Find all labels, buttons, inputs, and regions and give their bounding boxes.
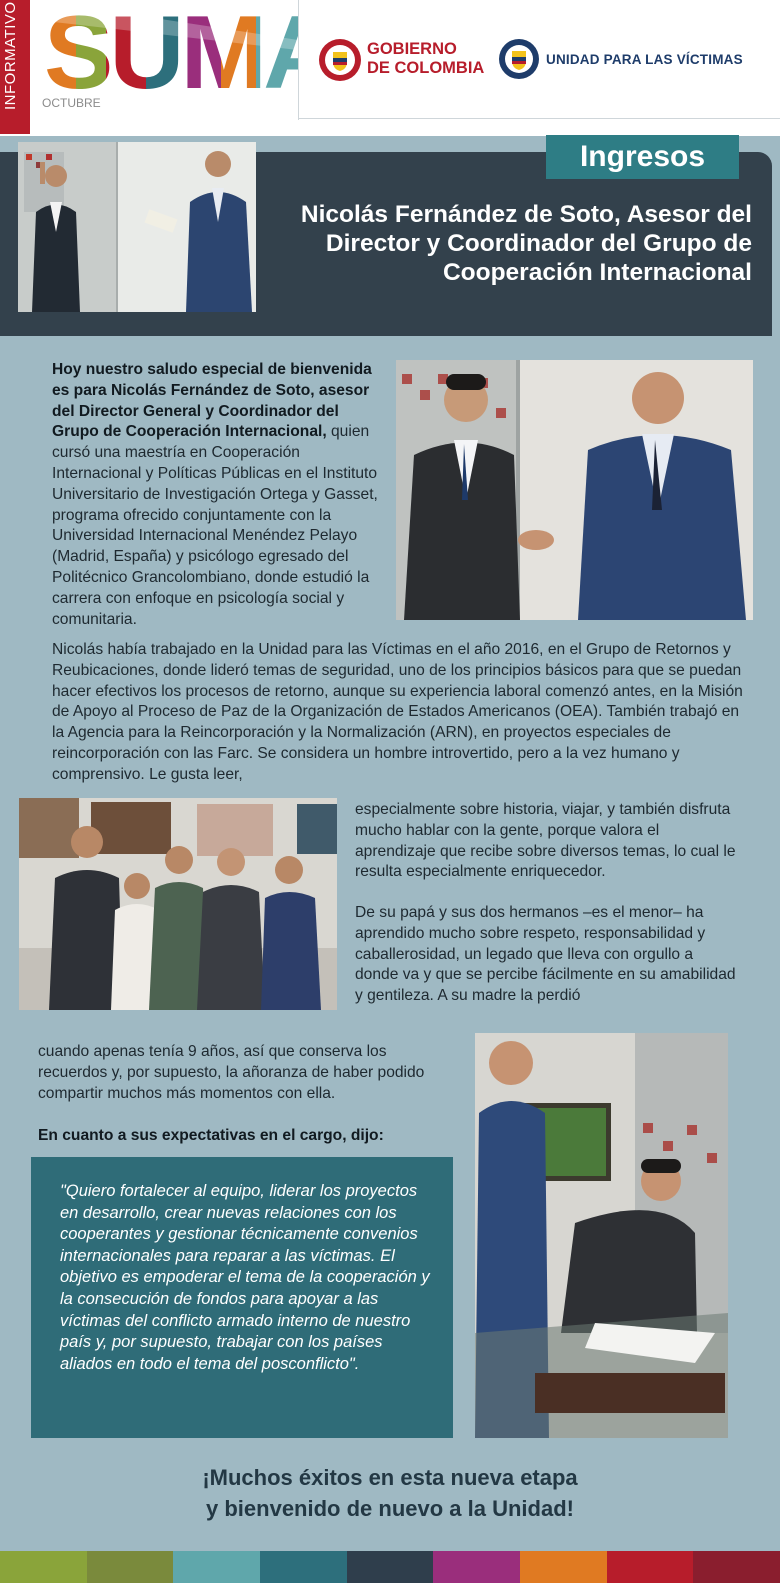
color-bar-segment bbox=[173, 1551, 260, 1583]
bottom-color-bar bbox=[0, 1551, 780, 1583]
unidad-victimas-wordmark: UNIDAD PARA LAS VÍCTIMAS bbox=[546, 52, 743, 67]
swearing-in-photo bbox=[18, 142, 256, 312]
closing-line-1: ¡Muchos éxitos en esta nueva etapa bbox=[202, 1465, 578, 1490]
intro-paragraph bbox=[52, 360, 388, 630]
newsletter-header bbox=[0, 0, 780, 136]
career-paragraph: Nicolás había trabajado en la Unidad para las Víctimas en el año 2016, en el Grupo de Retornos y Reubicaciones, donde lideró temas de seguridad, uno de los principios básicos para que se puedan hacer efectivos los procesos de retorno, aunque su experiencia laboral comenzó antes, en la Misión de Apoyo al Proceso de Paz de la Organización de Estados Americanos (OEA). También trabajó en la Agencia para la Reincorporación y la Normalización (ARN), en proyectos especiales de reincorporación con las Farc. Se considera un hombre introvertido, pero a la vez humano y comprensivo. Le gusta leer, bbox=[52, 641, 743, 783]
color-bar-segment bbox=[87, 1551, 174, 1583]
header-divider bbox=[298, 118, 780, 119]
mother-paragraph: cuando apenas tenía 9 años, así que conserva los recuerdos y, por supuesto, la añoranza de haber podido compartir muchos más momentos con ella. bbox=[38, 1043, 425, 1102]
expectations-intro: En cuanto a sus expectativas en el cargo, dijo: bbox=[38, 1127, 384, 1144]
month-label: OCTUBRE bbox=[42, 96, 101, 110]
color-bar-segment bbox=[607, 1551, 694, 1583]
color-bar-segment bbox=[347, 1551, 434, 1583]
hobbies-paragraph: especialmente sobre historia, viajar, y también disfruta mucho hablar con la gente, porque valora el aprendizaje que recibe sobre diversos temas, lo cual le resulta especialmente enriquecedor. bbox=[355, 801, 736, 881]
suma-logo bbox=[36, 0, 298, 92]
article-title: Nicolás Fernández de Soto, Asesor del Director y Coordinador del Grupo de Cooperación Internacional bbox=[300, 201, 752, 286]
color-bar-segment bbox=[520, 1551, 607, 1583]
intro-rest: quien cursó una maestría en Cooperación Internacional y Políticas Públicas en el Instituto Universitario de Investigación Ortega y Gasset, programa ofrecido conjuntamente con la Universidad Internacional Menéndez Pelayo (Madrid, España) y psicólogo egresado del Politécnico Grancolombiano, donde estudió la carrera con enfoque en psicología social y comunitaria. bbox=[52, 423, 378, 628]
family-paragraph: De su papá y sus dos hermanos –es el menor– ha aprendido mucho sobre respeto, responsabilidad y caballerosidad, un legado que lleva con orgullo a donde va y que se percibe fácilmente en su amabilidad y gentileza. A su madre la perdió bbox=[355, 904, 736, 1005]
coat-of-arms-icon bbox=[498, 38, 540, 80]
coat-of-arms-icon bbox=[318, 38, 362, 82]
header-divider bbox=[298, 0, 299, 120]
closing-message bbox=[90, 1462, 690, 1524]
color-bar-segment bbox=[693, 1551, 780, 1583]
team-photo bbox=[19, 798, 337, 1010]
closing-line-2: y bienvenido de nuevo a la Unidad! bbox=[206, 1496, 574, 1521]
intro-bold: Hoy nuestro saludo especial de bienvenida es para Nicolás Fernández de Soto, asesor del Director General y Coordinador del Grupo de Cooperación Internacional, bbox=[52, 361, 372, 441]
color-bar-segment bbox=[433, 1551, 520, 1583]
vertical-label: INFORMATIVO bbox=[2, 1, 19, 110]
section-tag: Ingresos bbox=[546, 135, 739, 179]
signing-photo bbox=[475, 1033, 728, 1438]
quote-text: "Quiero fortalecer al equipo, liderar los proyectos en desarrollo, crear nuevas relaciones con los cooperantes y gestionar técnicamente convenios internacionales para reparar a las víctimas. El objetivo es empoderar el tema de la cooperación y la consecución de fondos para apoyar a las víctimas del conflicto armado interno de nuestro país y, por supuesto, trabajar con los países aliados en todo el tema del posconflicto". bbox=[60, 1182, 430, 1373]
handshake-photo bbox=[396, 360, 753, 620]
color-bar-segment bbox=[0, 1551, 87, 1583]
color-bar-segment bbox=[260, 1551, 347, 1583]
gobierno-de-colombia-wordmark: GOBIERNO DE COLOMBIA bbox=[367, 40, 485, 77]
